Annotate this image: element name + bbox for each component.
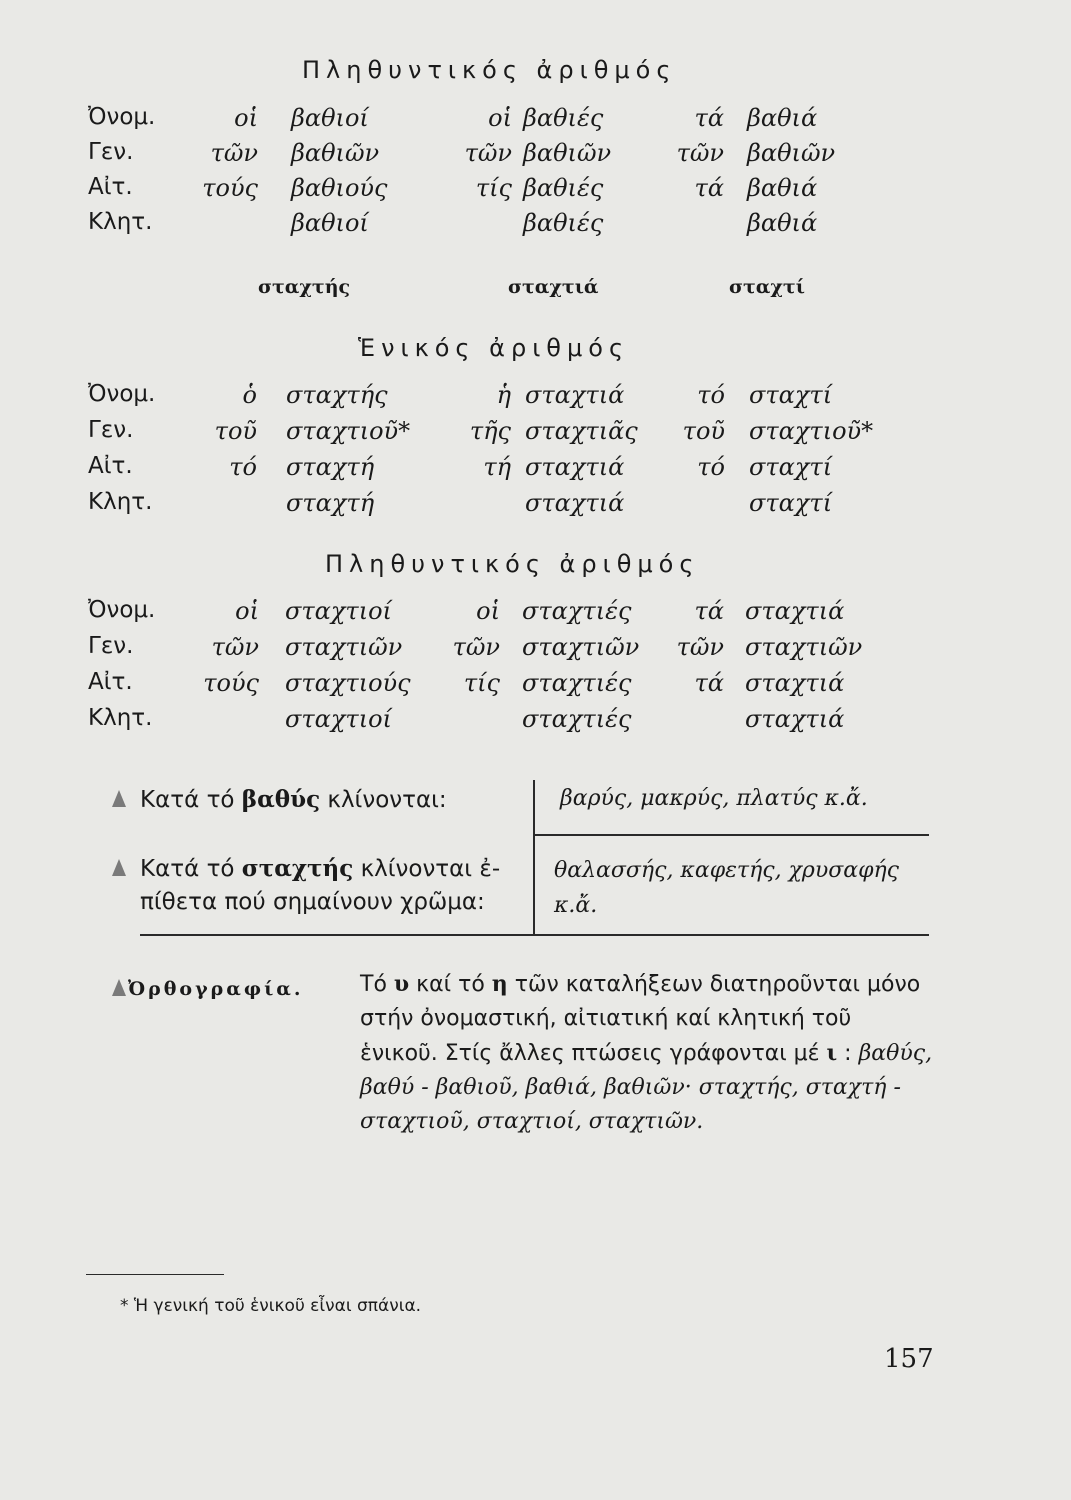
rule-1-examples: βαρύς, μακρύς, πλατύς κ.ἄ. (560, 786, 868, 811)
case-label: Αἰτ. (88, 669, 133, 695)
article: οἱ (235, 597, 259, 625)
word-form: βαθιοί (291, 209, 369, 237)
article: τά (694, 597, 724, 625)
case-label: Κλητ. (88, 705, 153, 731)
article: τούς (202, 174, 258, 202)
word-form: σταχτιῶν (745, 633, 863, 661)
word-form: σταχτιά (745, 705, 845, 733)
article: τά (694, 174, 724, 202)
word-form: βαθιῶν (523, 139, 612, 167)
article: τῶν (452, 633, 500, 661)
orthography-paragraph: Τό υ καί τό η τῶν καταλήξεων διατηροῦνται μόνο στήν ὀνομαστική, αἰτιατική καί κλητική τοῦ ἑνικοῦ. Στίς ἄλλες πτώσεις γράφονται μέ ι : βαθύς, βαθύ - βαθιοῦ, βαθιά, βαθιῶν· σταχτής, σταχτή - σταχτιοῦ, σταχτιοί, σταχτιῶν. (360, 971, 933, 1134)
triangle-marker-icon (112, 790, 126, 807)
article: ὁ (242, 381, 257, 409)
gender-label-masc: σταχτής (258, 276, 351, 298)
word-form: βαθιούς (291, 174, 388, 202)
word-form: βαθιές (523, 174, 604, 202)
case-label: Αἰτ. (88, 453, 133, 479)
singular-heading: Ἑνικός ἀριθμός (358, 334, 630, 362)
article: τῶν (211, 633, 259, 661)
word-form: σταχτιά (525, 453, 625, 481)
article: τούς (203, 669, 259, 697)
case-label: Αἰτ. (88, 174, 133, 200)
article: τοῦ (214, 417, 257, 445)
word-form: σταχτή (286, 453, 375, 481)
article: τό (229, 453, 257, 481)
word-form: σταχτιοί (285, 705, 392, 733)
rules-inner-divider (533, 834, 929, 836)
word-form: σταχτιές (522, 669, 632, 697)
orthography-label: Ὀρθογραφία. (128, 978, 304, 1000)
word-form: σταχτί (749, 453, 833, 481)
word-form: βαθιῶν (291, 139, 380, 167)
word-form: σταχτιᾶς (525, 417, 638, 445)
word-form: σταχτιές (522, 705, 632, 733)
page-number: 157 (884, 1344, 934, 1374)
word-form: σταχτιῶν (285, 633, 403, 661)
rule-2-text: Κατά τό σταχτής κλίνονται ἐ- (140, 855, 501, 882)
word-form: σταχτή (286, 489, 375, 517)
word-form: σταχτιοῦ* (286, 417, 411, 445)
gender-label-neut: σταχτί (729, 276, 805, 298)
plural-heading-1: Πληθυντικός ἀριθμός (302, 56, 677, 84)
triangle-marker-icon (112, 979, 126, 996)
rules-vertical-divider (533, 780, 535, 936)
word-form: σταχτιά (745, 597, 845, 625)
case-label: Γεν. (88, 139, 134, 165)
article: τό (697, 381, 725, 409)
word-form: σταχτιά (525, 489, 625, 517)
footnote-rule (86, 1274, 224, 1275)
case-label: Κλητ. (88, 209, 153, 235)
article: τή (483, 453, 511, 481)
article: τά (694, 104, 724, 132)
word-form: σταχτιά (745, 669, 845, 697)
word-form: σταχτιά (525, 381, 625, 409)
article: οἱ (476, 597, 500, 625)
word-form: σταχτιοῦ* (749, 417, 874, 445)
word-form: σταχτιοί (285, 597, 392, 625)
case-label: Ὀνομ. (88, 597, 156, 623)
article: οἱ (488, 104, 512, 132)
word-form: βαθιῶν (747, 139, 836, 167)
word-form: βαθιά (747, 209, 818, 237)
case-label: Ὀνομ. (88, 104, 156, 130)
case-label: Γεν. (88, 633, 134, 659)
article: τίς (475, 174, 512, 202)
article: τῶν (676, 633, 724, 661)
article: τῶν (210, 139, 258, 167)
word-form: βαθιές (523, 209, 604, 237)
article: τῆς (469, 417, 511, 445)
rules-bottom-divider (140, 934, 929, 936)
word-form: σταχτής (286, 381, 388, 409)
article: οἱ (234, 104, 258, 132)
case-label: Γεν. (88, 417, 134, 443)
word-form: βαθιοί (291, 104, 369, 132)
word-form: βαθιά (747, 104, 818, 132)
word-form: βαθιές (523, 104, 604, 132)
word-form: σταχτί (749, 489, 833, 517)
rule-1-text: Κατά τό βαθύς κλίνονται: (140, 786, 447, 813)
article: τίς (463, 669, 500, 697)
article: τῶν (676, 139, 724, 167)
word-form: σταχτί (749, 381, 833, 409)
triangle-marker-icon (112, 859, 126, 876)
gender-label-fem: σταχτιά (508, 276, 599, 298)
article: τῶν (464, 139, 512, 167)
rule-2-text-line2: πίθετα πού σημαίνουν χρῶμα: (140, 889, 485, 915)
article: τό (697, 453, 725, 481)
article: τά (694, 669, 724, 697)
footnote: * Ἡ γενική τοῦ ἑνικοῦ εἶναι σπάνια. (120, 1296, 422, 1316)
word-form: σταχτιές (522, 597, 632, 625)
rule-2-examples-line2: κ.ἄ. (554, 893, 598, 918)
case-label: Ὀνομ. (88, 381, 156, 407)
plural-heading-2: Πληθυντικός ἀριθμός (325, 550, 700, 578)
word-form: σταχτιῶν (522, 633, 640, 661)
word-form: βαθιά (747, 174, 818, 202)
article: ἡ (496, 381, 511, 409)
word-form: σταχτιούς (285, 669, 411, 697)
rule-2-examples: θαλασσής, καφετής, χρυσαφής (554, 858, 899, 883)
article: τοῦ (682, 417, 725, 445)
case-label: Κλητ. (88, 489, 153, 515)
